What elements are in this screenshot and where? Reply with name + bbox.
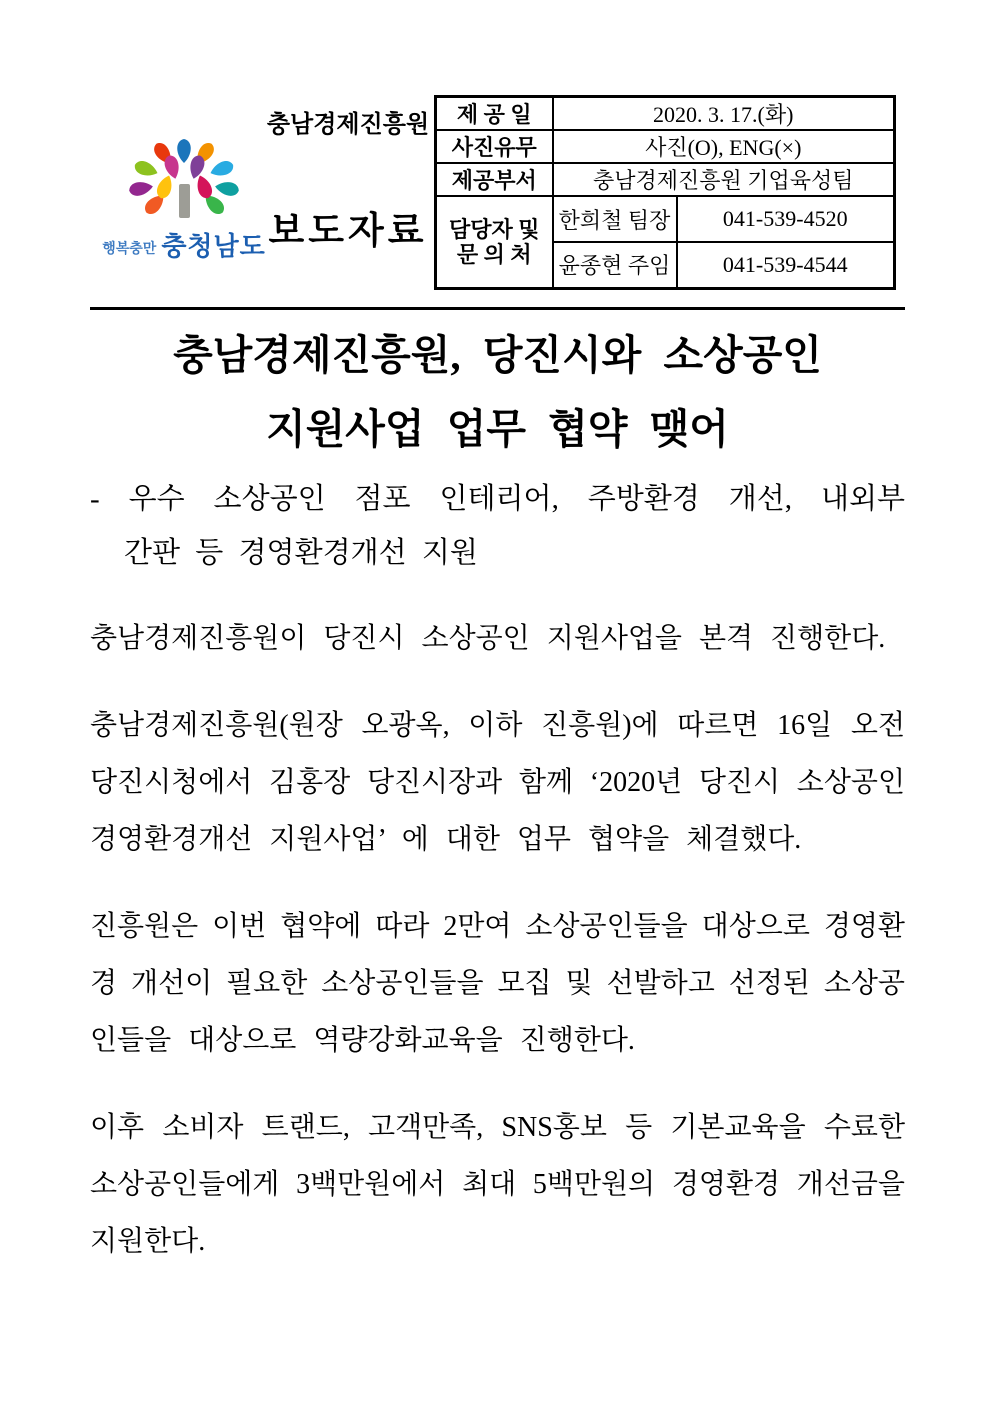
paragraph-line: 지원한다. <box>90 1226 206 1257</box>
page-title <box>90 318 905 466</box>
chungnam-logo <box>100 136 268 263</box>
org-name: 충남경제진흥원 <box>266 112 430 138</box>
paragraph-line: 이후 소비자 트랜드, 고객만족, SNS홍보 등 기본교육을 수료한 <box>90 1112 905 1143</box>
press-info-table <box>434 95 896 290</box>
paragraph-line: 진흥원은 이번 협약에 따라 2만여 소상공인들을 대상으로 경영환 <box>90 911 905 942</box>
doc-type-title: 보도자료 <box>268 211 428 252</box>
title-line: 충남경제진흥원, 당진시와 소상공인 <box>173 332 822 378</box>
logo-text <box>100 226 268 263</box>
table-row <box>436 163 895 196</box>
info-label: 제 공 일 <box>436 97 553 131</box>
body-text <box>90 610 905 1270</box>
info-value: 충남경제진흥원 기업육성팀 <box>553 163 895 196</box>
subtitle-line: 간판 등 경영환경개선 지원 <box>124 537 478 569</box>
paragraph-line: 경영환경개선 지원사업’ 에 대한 업무 협약을 체결했다. <box>90 824 802 855</box>
info-label: 사진유무 <box>436 130 553 163</box>
info-value: 사진(O), ENG(×) <box>553 130 895 163</box>
paragraph-line: 경 개선이 필요한 소상공인들을 모집 및 선발하고 선정된 소상공 <box>90 968 905 999</box>
subtitle <box>90 472 905 580</box>
paragraph-line: 충남경제진흥원(원장 오광옥, 이하 진흥원)에 따르면 16일 오전 <box>90 710 905 741</box>
title-line: 지원사업 업무 협약 맺어 <box>266 406 729 452</box>
paragraph-line: 인들을 대상으로 역량강화교육을 진행한다. <box>90 1025 635 1056</box>
table-row <box>436 97 895 131</box>
contact-phone: 041-539-4544 <box>677 242 895 288</box>
title-divider <box>90 307 905 310</box>
contact-phone: 041-539-4520 <box>677 196 895 242</box>
logo-tree-icon <box>119 136 249 224</box>
contact-label: 담당자 및 문 의 처 <box>436 196 553 288</box>
info-label: 제공부서 <box>436 163 553 196</box>
paragraph-line: 소상공인들에게 3백만원에서 최대 5백만원의 경영환경 개선금을 <box>90 1169 905 1200</box>
info-value: 2020. 3. 17.(화) <box>553 97 895 131</box>
paragraph-line: 충남경제진흥원이 당진시 소상공인 지원사업을 본격 진행한다. <box>90 623 886 654</box>
table-row <box>436 130 895 163</box>
contact-name: 한희철 팀장 <box>553 196 677 242</box>
logo-province-name: 충청남도 <box>161 231 266 261</box>
paragraph-line: 당진시청에서 김홍장 당진시장과 함께 ‘2020년 당진시 소상공인 <box>90 767 905 798</box>
article-content <box>90 307 905 1300</box>
subtitle-line: - 우수 소상공인 점포 인테리어, 주방환경 개선, 내외부 <box>90 483 905 515</box>
table-row <box>436 196 895 242</box>
contact-name: 윤종현 주임 <box>553 242 677 288</box>
logo-tagline: 행복충만 <box>102 240 157 256</box>
